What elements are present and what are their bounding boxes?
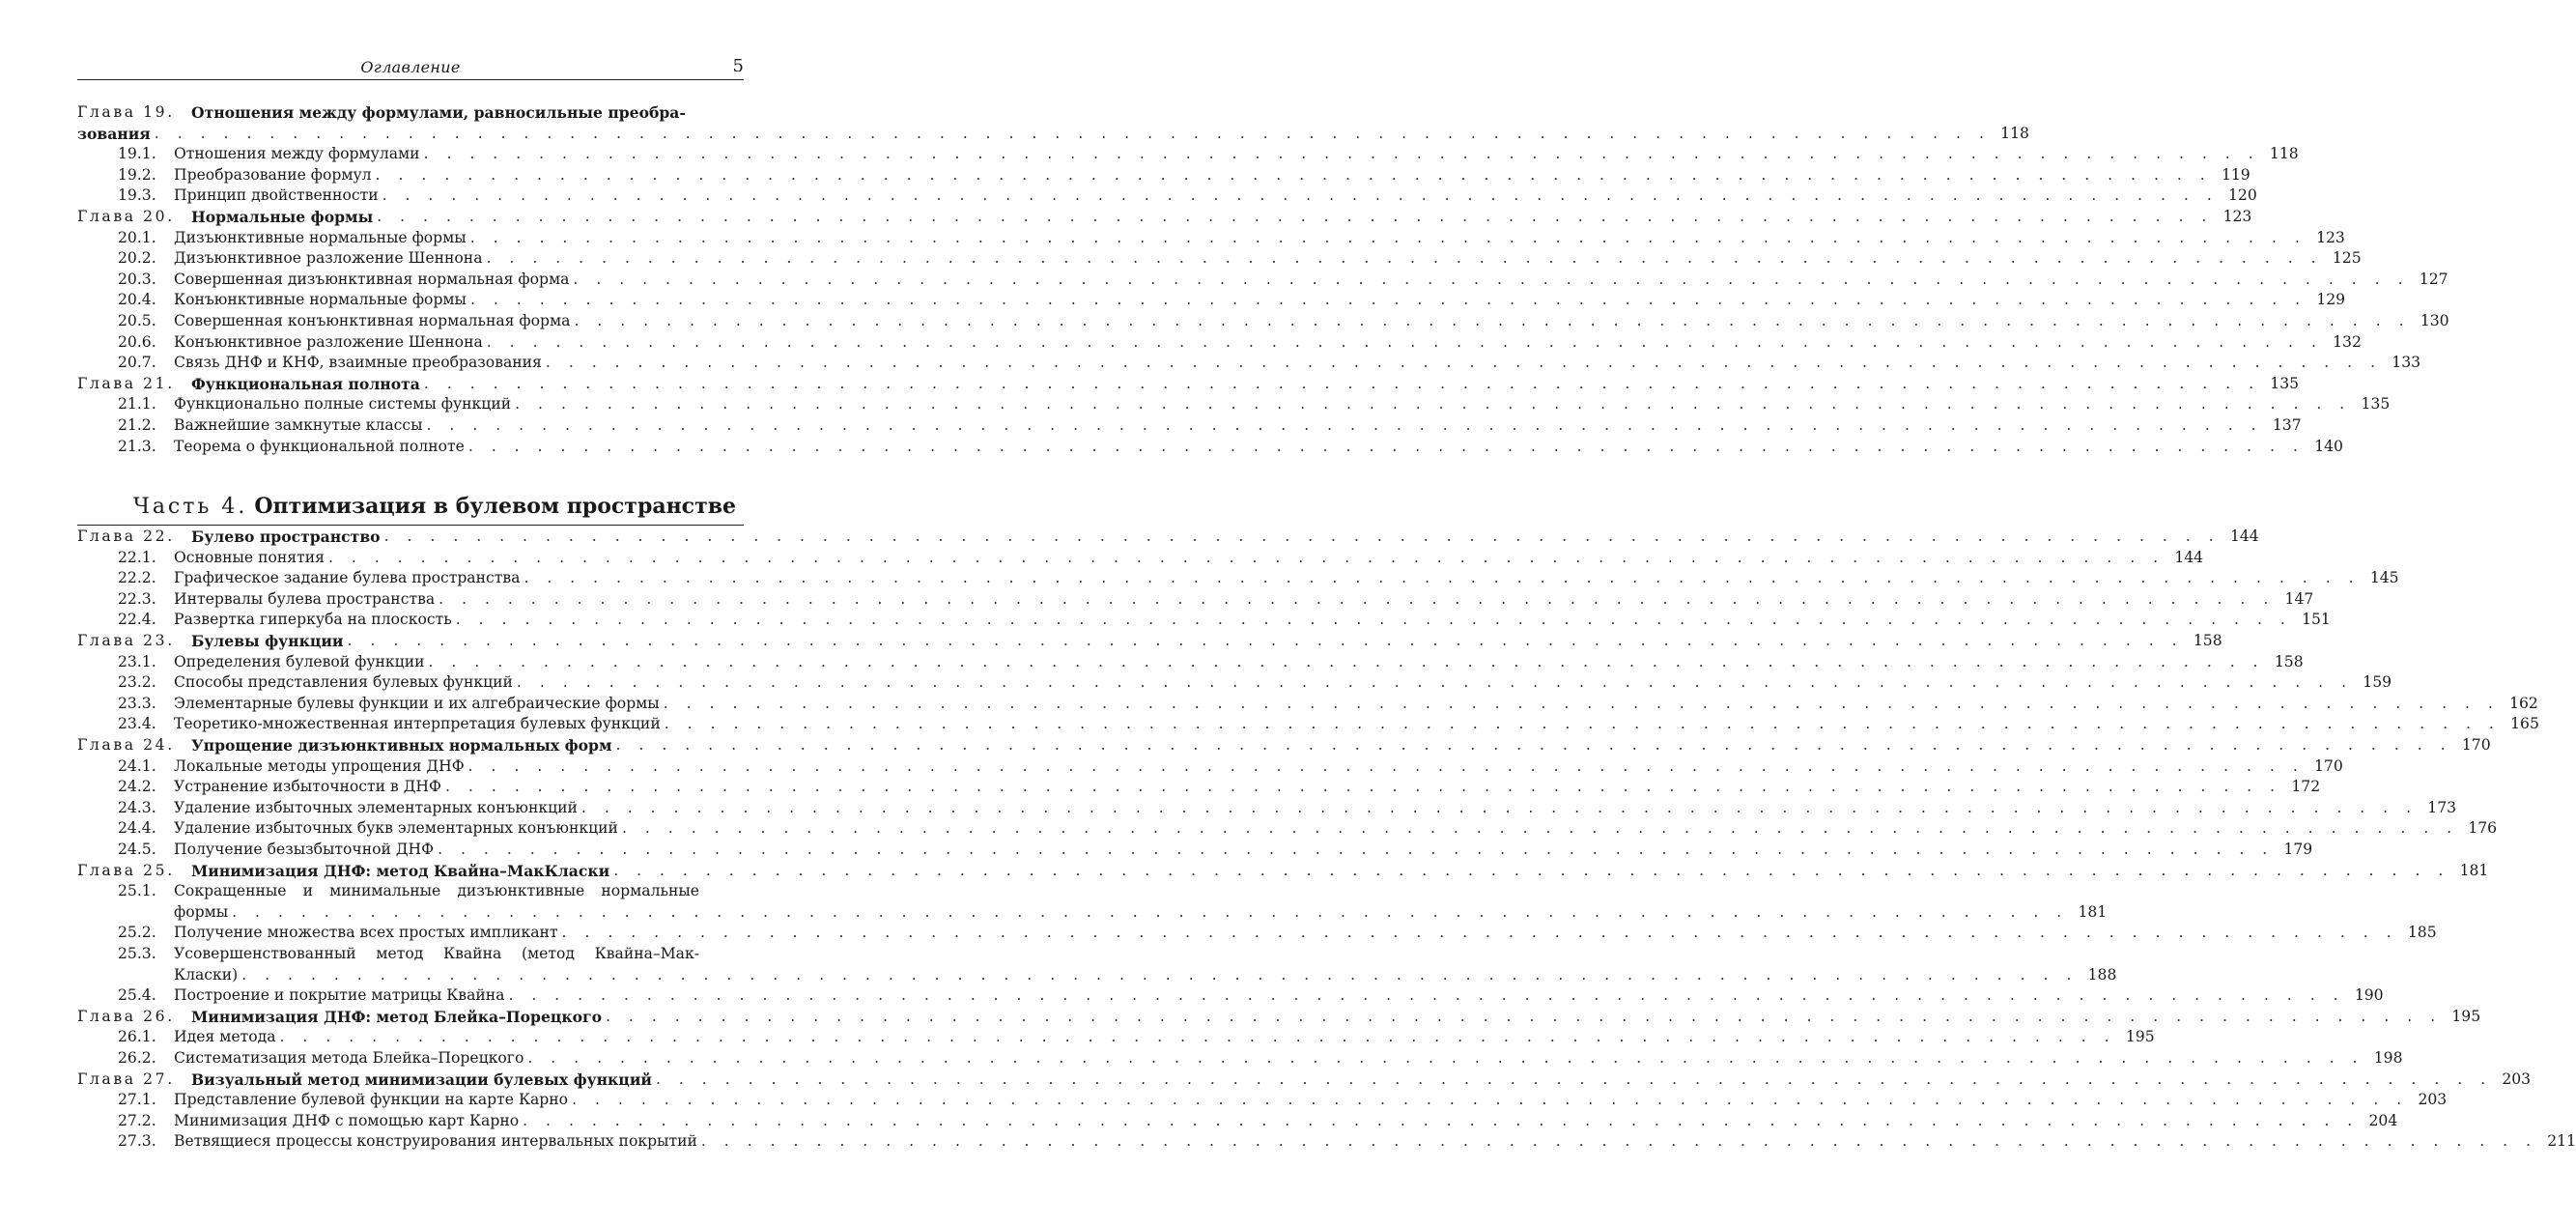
section-row xyxy=(77,144,2299,165)
section-row xyxy=(77,228,2345,249)
leader-dots: . . . . . . . . . . . . . . . . . . . . . . . . . . . . . . . . . . . . . . . . . . . . . . . . . . . . . . . . . . . . . . . . . . . . . . . . . . . . . . . . xyxy=(606,1007,2443,1025)
section-number: 23.3. xyxy=(118,694,156,712)
part-title: Оптимизация в булевом пространстве xyxy=(254,494,736,520)
section-number: 23.2. xyxy=(118,673,156,692)
section-page: 144 xyxy=(2174,548,2204,566)
section-row xyxy=(77,610,2331,631)
section-title: Связь ДНФ и КНФ, взаимные преобразования xyxy=(174,354,542,372)
section-page: 165 xyxy=(2510,715,2539,733)
section-row xyxy=(77,881,744,902)
section-title: Отношения между формулами xyxy=(174,145,420,163)
leader-dots: . . . . . . . . . . . . . . . . . . . . . . . . . . . . . . . . . . . . . . . . . . . . . . . . . . . . . . . . . . . . . . . . . . . . . . . . . . . . . . . . xyxy=(523,1111,2360,1129)
section-row xyxy=(77,1090,2448,1111)
chapter-label: Глава 19. xyxy=(77,103,175,121)
leader-dots: . . . . . . . . . . . . . . . . . . . . . . . . . . . . . . . . . . . . . . . . . . . . . . . . . . . . . . . . . . . . . . . . . . . . . . . . . . . . . . . . xyxy=(524,569,2361,587)
section-title: Конъюнктивное разложение Шеннона xyxy=(174,332,483,351)
leader-dots: . . . . . . . . . . . . . . . . . . . . . . . . . . . . . . . . . . . . . . . . . . . . . . . . . . . . . . . . . . . . . . . . . . . . . . . . . . . . . . . . xyxy=(467,756,2305,775)
section-title: Получение множества всех простых импликант xyxy=(174,924,558,942)
section-page: 204 xyxy=(2368,1111,2398,1129)
leader-dots: . . . . . . . . . . . . . . . . . . . . . . . . . . . . . . . . . . . . . . . . . . . . . . . . . . . . . . . . . . . . . . . . . . . . . . . . . . . . . . . . xyxy=(486,249,2323,268)
chapter-title: Нормальные формы xyxy=(191,207,374,226)
chapter-row xyxy=(77,861,2489,882)
leader-dots: . . . . . . . . . . . . . . . . . . . . . . . . . . . . . . . . . . . . . . . . . . . . . . . . . . . . . . . . . . . . . . . . . . . . . . . . . . . . . . . . xyxy=(663,694,2500,712)
section-row xyxy=(77,589,2314,611)
section-title: Построение и покрытие матрицы Квайна xyxy=(174,986,505,1005)
leader-dots: . . . . . . . . . . . . . . . . . . . . . . . . . . . . . . . . . . . . . . . . . . . . . . . . . . . . . . . . . . . . . . . . . . . . . . . . . . . . . . . . xyxy=(545,354,2383,372)
section-title-cont: формы xyxy=(174,902,229,921)
section-page: 179 xyxy=(2283,841,2313,858)
leader-dots: . . . . . . . . . . . . . . . . . . . . . . . . . . . . . . . . . . . . . . . . . . . . . . . . . . . . . . . . . . . . . . . . . . . . . . . . . . . . . . . . xyxy=(439,589,2276,608)
section-number: 20.6. xyxy=(118,332,156,351)
section-number: 20.2. xyxy=(118,249,156,268)
chapter-label: Глава 20. xyxy=(77,207,175,225)
section-row xyxy=(77,394,2391,415)
leader-dots: . . . . . . . . . . . . . . . . . . . . . . . . . . . . . . . . . . . . . . . . . . . . . . . . . . . . . . . . . . . . . . . . . . . . . . . . . . . . . . . . xyxy=(383,527,2221,546)
leader-dots: . . . . . . . . . . . . . . . . . . . . . . . . . . . . . . . . . . . . . . . . . . . . . . . . . . . . . . . . . . . . . . . . . . . . . . . . . . . . . . . . xyxy=(664,715,2501,733)
chapter-label: Глава 27. xyxy=(77,1069,175,1088)
section-page: 151 xyxy=(2302,611,2331,629)
section-page: 123 xyxy=(2316,228,2345,246)
section-row xyxy=(77,311,2449,332)
section-page: 173 xyxy=(2427,798,2457,816)
section-number: 23.1. xyxy=(118,652,156,670)
section-title: Минимизация ДНФ с помощью карт Карно xyxy=(174,1111,520,1129)
leader-dots: . . . . . . . . . . . . . . . . . . . . . . . . . . . . . . . . . . . . . . . . . . . . . . . . . . . . . . . . . . . . . . . . . . . . . . . . . . . . . . . . xyxy=(438,841,2275,858)
section-number: 21.1. xyxy=(118,395,156,413)
chapter-page: 203 xyxy=(2502,1069,2532,1088)
toc-page xyxy=(77,56,2576,1153)
section-row xyxy=(77,332,2362,354)
section-title: Интервалы булева пространства xyxy=(174,589,436,608)
page-number: 5 xyxy=(732,56,744,76)
leader-dots: . . . . . . . . . . . . . . . . . . . . . . . . . . . . . . . . . . . . . . . . . . . . . . . . . . . . . . . . . . . . . . . . . . . . . . . . . . . . . . . . xyxy=(428,652,2265,670)
chapter-label: Глава 25. xyxy=(77,861,175,879)
section-page: 132 xyxy=(2333,332,2362,351)
section-page: 211 xyxy=(2547,1132,2576,1151)
section-title: Совершенная дизъюнктивная нормальная форма xyxy=(174,270,570,288)
section-number: 19.1. xyxy=(118,145,156,163)
chapter-row xyxy=(77,631,2222,652)
chapter-label: Глава 26. xyxy=(77,1007,175,1025)
leader-dots: . . . . . . . . . . . . . . . . . . . . . . . . . . . . . . . . . . . . . . . . . . . . . . . . . . . . . . . . . . . . . . . . . . . . . . . . . . . . . . . . xyxy=(508,986,2345,1005)
leader-dots: . . . . . . . . . . . . . . . . . . . . . . . . . . . . . . . . . . . . . . . . . . . . . . . . . . . . . . . . . . . . . . . . . . . . . . . . . . . . . . . . xyxy=(486,332,2323,351)
section-row xyxy=(77,944,744,965)
section-number: 20.3. xyxy=(118,270,156,288)
section-number: 21.3. xyxy=(118,437,156,455)
section-number: 19.2. xyxy=(118,165,156,184)
section-title: Представление булевой функции на карте Карно xyxy=(174,1091,569,1109)
chapter-page: 181 xyxy=(2459,861,2489,879)
chapter-title: Визуальный метод минимизации булевых функций xyxy=(191,1069,652,1089)
leader-dots: . . . . . . . . . . . . . . . . . . . . . . . . . . . . . . . . . . . . . . . . . . . . . . . . . . . . . . . . . . . . . . . . . . . . . . . . . . . . . . . . xyxy=(561,924,2398,942)
section-row-cont xyxy=(77,902,2108,924)
section-number: 25.3. xyxy=(118,944,156,962)
chapter-page: 118 xyxy=(2000,124,2029,142)
section-title: Дизъюнктивное разложение Шеннона xyxy=(174,249,483,268)
section-number: 24.3. xyxy=(118,798,156,816)
leader-dots: . . . . . . . . . . . . . . . . . . . . . . . . . . . . . . . . . . . . . . . . . . . . . . . . . . . . . . . . . . . . . . . . . . . . . . . . . . . . . . . . xyxy=(700,1132,2538,1151)
section-row xyxy=(77,818,2498,840)
section-row-cont xyxy=(77,965,2117,986)
leader-dots: . . . . . . . . . . . . . . . . . . . . . . . . . . . . . . . . . . . . . . . . . . . . . . . . . . . . . . . . . . . . . . . . . . . . . . . . . . . . . . . . xyxy=(455,611,2292,629)
section-number: 20.4. xyxy=(118,291,156,309)
chapter-row xyxy=(77,527,2259,548)
section-row xyxy=(77,1131,2576,1153)
section-title: Графическое задание булева пространства xyxy=(174,569,521,587)
leader-dots: . . . . . . . . . . . . . . . . . . . . . . . . . . . . . . . . . . . . . . . . . . . . . . . . . . . . . . . . . . . . . . . . . . . . . . . . . . . . . . . . xyxy=(426,415,2263,434)
chapter-page: 195 xyxy=(2451,1007,2481,1025)
section-title: Совершенная конъюнктивная нормальная форма xyxy=(174,311,571,329)
leader-dots: . . . . . . . . . . . . . . . . . . . . . . . . . . . . . . . . . . . . . . . . . . . . . . . . . . . . . . . . . . . . . . . . . . . . . . . . . . . . . . . . xyxy=(347,632,2184,650)
chapter-page: 135 xyxy=(2270,374,2300,392)
leader-dots: . . . . . . . . . . . . . . . . . . . . . . . . . . . . . . . . . . . . . . . . . . . . . . . . . . . . . . . . . . . . . . . . . . . . . . . . . . . . . . . . xyxy=(423,374,2261,392)
leader-dots: . . . . . . . . . . . . . . . . . . . . . . . . . . . . . . . . . . . . . . . . . . . . . . . . . . . . . . . . . . . . . . . . . . . . . . . . . . . . . . . . xyxy=(515,395,2352,413)
section-title: Идея метода xyxy=(174,1028,276,1046)
section-row xyxy=(77,290,2346,311)
section-page: 198 xyxy=(2373,1048,2403,1067)
section-title: Удаление избыточных букв элементарных конъюнкций xyxy=(174,819,618,838)
section-page: 190 xyxy=(2354,986,2384,1005)
section-page: 181 xyxy=(2078,902,2108,921)
section-page: 176 xyxy=(2468,819,2498,838)
chapter-page: 144 xyxy=(2229,527,2259,546)
section-row xyxy=(77,1048,2403,1069)
section-row xyxy=(77,1027,2155,1048)
section-title: Принцип двойственности xyxy=(174,186,379,205)
leader-dots: . . . . . . . . . . . . . . . . . . . . . . . . . . . . . . . . . . . . . . . . . . . . . . . . . . . . . . . . . . . . . . . . . . . . . . . . . . . . . . . . xyxy=(382,186,2219,205)
section-row xyxy=(77,777,2321,798)
section-title: Преобразование формул xyxy=(174,165,372,184)
section-number: 24.4. xyxy=(118,819,156,838)
section-page: 158 xyxy=(2274,652,2304,670)
leader-dots: . . . . . . . . . . . . . . . . . . . . . . . . . . . . . . . . . . . . . . . . . . . . . . . . . . . . . . . . . . . . . . . . . . . . . . . . . . . . . . . . xyxy=(232,902,2069,921)
section-title: Функционально полные системы функций xyxy=(174,395,512,413)
section-row xyxy=(77,756,2343,778)
chapter-title: Минимизация ДНФ: метод Квайна–МакКласки xyxy=(191,861,610,880)
section-title: Теоретико-множественная интерпретация булевых функций xyxy=(174,715,661,733)
section-number: 25.2. xyxy=(118,924,156,942)
section-title: Важнейшие замкнутые классы xyxy=(174,415,423,434)
chapter-row xyxy=(77,1007,2481,1028)
section-row xyxy=(77,415,2302,437)
chapter-row xyxy=(77,207,2252,228)
section-number: 22.3. xyxy=(118,589,156,608)
chapter-page: 123 xyxy=(2222,207,2252,225)
section-number: 24.1. xyxy=(118,756,156,775)
section-title: Усовершенствованный метод Квайна (метод Квайна–Мак- xyxy=(174,944,699,962)
section-page: 140 xyxy=(2314,437,2343,455)
leader-dots: . . . . . . . . . . . . . . . . . . . . . . . . . . . . . . . . . . . . . . . . . . . . . . . . . . . . . . . . . . . . . . . . . . . . . . . . . . . . . . . . xyxy=(580,798,2419,816)
section-row xyxy=(77,1111,2398,1132)
leader-dots: . . . . . . . . . . . . . . . . . . . . . . . . . . . . . . . . . . . . . . . . . . . . . . . . . . . . . . . . . . . . . . . . . . . . . . . . . . . . . . . . xyxy=(467,437,2305,455)
leader-dots: . . . . . . . . . . . . . . . . . . . . . . . . . . . . . . . . . . . . . . . . . . . . . . . . . . . . . . . . . . . . . . . . . . . . . . . . . . . . . . . . xyxy=(621,819,2459,838)
leader-dots: . . . . . . . . . . . . . . . . . . . . . . . . . . . . . . . . . . . . . . . . . . . . . . . . . . . . . . . . . . . . . . . . . . . . . . . . . . . . . . . . xyxy=(469,228,2307,246)
chapter-page: 170 xyxy=(2461,736,2491,755)
chapter-row xyxy=(77,735,2491,756)
section-number: 22.1. xyxy=(118,548,156,566)
section-page: 119 xyxy=(2221,165,2250,184)
section-title: Конъюнктивные нормальные формы xyxy=(174,291,467,309)
section-number: 24.5. xyxy=(118,841,156,858)
chapter-title: Булево пространство xyxy=(191,527,381,547)
section-row xyxy=(77,165,2250,186)
section-page: 135 xyxy=(2361,395,2391,413)
section-title: Ветвящиеся процессы конструирования интервальных покрытий xyxy=(174,1132,697,1151)
section-number: 27.2. xyxy=(118,1111,156,1129)
section-page: 147 xyxy=(2284,589,2314,608)
section-row xyxy=(77,548,2204,569)
chapter-row xyxy=(77,102,744,124)
section-number: 25.1. xyxy=(118,882,156,900)
section-number: 27.3. xyxy=(118,1132,156,1151)
section-title: Получение безызбыточной ДНФ xyxy=(174,841,435,858)
section-row xyxy=(77,185,2257,207)
section-number: 19.3. xyxy=(118,186,156,205)
section-row xyxy=(77,652,2304,673)
leader-dots: . . . . . . . . . . . . . . . . . . . . . . . . . . . . . . . . . . . . . . . . . . . . . . . . . . . . . . . . . . . . . . . . . . . . . . . . . . . . . . . . xyxy=(615,736,2452,755)
section-title: Теорема о функциональной полноте xyxy=(174,437,465,455)
section-page: 185 xyxy=(2407,924,2437,942)
section-title: Определения булевой функции xyxy=(174,652,425,670)
leader-dots: . . . . . . . . . . . . . . . . . . . . . . . . . . . . . . . . . . . . . . . . . . . . . . . . . . . . . . . . . . . . . . . . . . . . . . . . . . . . . . . . xyxy=(375,165,2212,184)
leader-dots: . . . . . . . . . . . . . . . . . . . . . . . . . . . . . . . . . . . . . . . . . . . . . . . . . . . . . . . . . . . . . . . . . . . . . . . . . . . . . . . . xyxy=(327,548,2166,566)
section-number: 22.2. xyxy=(118,569,156,587)
section-page: 195 xyxy=(2125,1028,2155,1046)
section-page: 170 xyxy=(2314,756,2343,775)
chapter-title: Булевы функции xyxy=(191,632,344,651)
section-page: 188 xyxy=(2087,965,2117,984)
section-number: 23.4. xyxy=(118,715,156,733)
section-page: 118 xyxy=(2269,145,2299,163)
section-title: Дизъюнктивные нормальные формы xyxy=(174,228,467,246)
leader-dots: . . . . . . . . . . . . . . . . . . . . . . . . . . . . . . . . . . . . . . . . . . . . . . . . . . . . . . . . . . . . . . . . . . . . . . . . . . . . . . . . xyxy=(444,778,2282,796)
running-head xyxy=(77,56,744,80)
leader-dots: . . . . . . . . . . . . . . . . . . . . . . . . . . . . . . . . . . . . . . . . . . . . . . . . . . . . . . . . . . . . . . . . . . . . . . . . . . . . . . . . xyxy=(613,861,2450,879)
chapter-title-cont: зования xyxy=(77,124,151,143)
chapter-row xyxy=(77,374,2300,395)
running-head-title: Оглавление xyxy=(360,58,461,76)
leader-dots: . . . . . . . . . . . . . . . . . . . . . . . . . . . . . . . . . . . . . . . . . . . . . . . . . . . . . . . . . . . . . . . . . . . . . . . . . . . . . . . . xyxy=(279,1028,2116,1046)
section-page: 129 xyxy=(2316,291,2346,309)
leader-dots: . . . . . . . . . . . . . . . . . . . . . . . . . . . . . . . . . . . . . . . . . . . . . . . . . . . . . . . . . . . . . . . . . . . . . . . . . . . . . . . . xyxy=(573,270,2410,288)
section-row xyxy=(77,840,2313,861)
section-number: 20.7. xyxy=(118,354,156,372)
section-page: 159 xyxy=(2363,673,2392,692)
section-row xyxy=(77,714,2539,735)
section-number: 24.2. xyxy=(118,778,156,796)
toc-list-part-3 xyxy=(77,102,2449,457)
section-number: 27.1. xyxy=(118,1091,156,1109)
leader-dots: . . . . . . . . . . . . . . . . . . . . . . . . . . . . . . . . . . . . . . . . . . . . . . . . . . . . . . . . . . . . . . . . . . . . . . . . . . . . . . . . xyxy=(469,291,2307,309)
section-page: 203 xyxy=(2418,1091,2448,1109)
chapter-title: Минимизация ДНФ: метод Блейка–Порецкого xyxy=(191,1007,602,1026)
leader-dots: . . . . . . . . . . . . . . . . . . . . . . . . . . . . . . . . . . . . . . . . . . . . . . . . . . . . . . . . . . . . . . . . . . . . . . . . . . . . . . . . xyxy=(377,207,2214,225)
section-number: 26.2. xyxy=(118,1048,156,1067)
section-row xyxy=(77,672,2392,694)
part-rule xyxy=(77,525,744,526)
chapter-page: 158 xyxy=(2193,632,2222,650)
section-number: 22.4. xyxy=(118,611,156,629)
section-title: Способы представления булевых функций xyxy=(174,673,513,692)
chapter-title: Функциональная полнота xyxy=(191,374,420,393)
section-page: 130 xyxy=(2420,311,2449,329)
section-title: Локальные методы упрощения ДНФ xyxy=(174,756,465,775)
leader-dots: . . . . . . . . . . . . . . . . . . . . . . . . . . . . . . . . . . . . . . . . . . . . . . . . . . . . . . . . . . . . . . . . . . . . . . . . . . . . . . . . xyxy=(241,965,2079,984)
section-page: 137 xyxy=(2272,415,2302,434)
leader-dots: . . . . . . . . . . . . . . . . . . . . . . . . . . . . . . . . . . . . . . . . . . . . . . . . . . . . . . . . . . . . . . . . . . . . . . . . . . . . . . . . xyxy=(423,145,2260,163)
section-page: 133 xyxy=(2392,354,2421,372)
chapter-label: Глава 23. xyxy=(77,632,175,650)
section-title: Удаление избыточных элементарных конъюнкций xyxy=(174,798,578,816)
section-page: 172 xyxy=(2291,778,2321,796)
leader-dots: . . . . . . . . . . . . . . . . . . . . . . . . . . . . . . . . . . . . . . . . . . . . . . . . . . . . . . . . . . . . . . . . . . . . . . . . . . . . . . . . xyxy=(572,1091,2409,1109)
part-heading xyxy=(77,457,744,525)
section-title-cont: Класки) xyxy=(174,965,239,984)
leader-dots: . . . . . . . . . . . . . . . . . . . . . . . . . . . . . . . . . . . . . . . . . . . . . . . . . . . . . . . . . . . . . . . . . . . . . . . . . . . . . . . . xyxy=(655,1069,2493,1088)
section-number: 25.4. xyxy=(118,986,156,1005)
chapter-row-cont xyxy=(77,124,2029,145)
section-title: Устранение избыточности в ДНФ xyxy=(174,778,441,796)
section-number: 20.5. xyxy=(118,311,156,329)
section-page: 120 xyxy=(2227,186,2257,205)
section-number: 26.1. xyxy=(118,1028,156,1046)
chapter-title: Упрощение дизъюнктивных нормальных форм xyxy=(191,736,612,756)
part-label: Часть 4. xyxy=(132,495,248,520)
section-row xyxy=(77,923,2437,944)
section-page: 125 xyxy=(2332,249,2362,268)
section-title: Сокращенные и минимальные дизъюнктивные нормальные xyxy=(174,882,699,900)
section-page: 127 xyxy=(2419,270,2449,288)
section-row xyxy=(77,798,2457,819)
section-title: Развертка гиперкуба на плоскость xyxy=(174,611,452,629)
chapter-label: Глава 21. xyxy=(77,374,175,392)
chapter-label: Глава 24. xyxy=(77,736,175,755)
section-title: Элементарные булевы функции и их алгебраические формы xyxy=(174,694,660,712)
chapter-label: Глава 22. xyxy=(77,527,175,546)
toc-list-part-4 xyxy=(77,527,2576,1153)
section-page: 145 xyxy=(2369,569,2399,587)
chapter-row xyxy=(77,1069,2532,1091)
section-row xyxy=(77,694,2538,715)
section-row xyxy=(77,985,2384,1007)
section-number: 21.2. xyxy=(118,415,156,434)
section-row xyxy=(77,437,2343,458)
section-row xyxy=(77,248,2362,270)
chapter-title: Отношения между формулами, равносильные преобра- xyxy=(191,103,686,122)
leader-dots: . . . . . . . . . . . . . . . . . . . . . . . . . . . . . . . . . . . . . . . . . . . . . . . . . . . . . . . . . . . . . . . . . . . . . . . . . . . . . . . . xyxy=(516,673,2354,692)
leader-dots: . . . . . . . . . . . . . . . . . . . . . . . . . . . . . . . . . . . . . . . . . . . . . . . . . . . . . . . . . . . . . . . . . . . . . . . . . . . . . . . . xyxy=(154,124,1991,142)
section-row xyxy=(77,568,2399,589)
section-title: Систематизация метода Блейка–Порецкого xyxy=(174,1048,524,1067)
section-row xyxy=(77,270,2449,291)
leader-dots: . . . . . . . . . . . . . . . . . . . . . . . . . . . . . . . . . . . . . . . . . . . . . . . . . . . . . . . . . . . . . . . . . . . . . . . . . . . . . . . . xyxy=(527,1048,2364,1067)
section-row xyxy=(77,353,2421,374)
leader-dots: . . . . . . . . . . . . . . . . . . . . . . . . . . . . . . . . . . . . . . . . . . . . . . . . . . . . . . . . . . . . . . . . . . . . . . . . . . . . . . . . xyxy=(574,311,2411,329)
section-page: 162 xyxy=(2509,694,2538,712)
section-title: Основные понятия xyxy=(174,548,325,566)
section-number: 20.1. xyxy=(118,228,156,246)
